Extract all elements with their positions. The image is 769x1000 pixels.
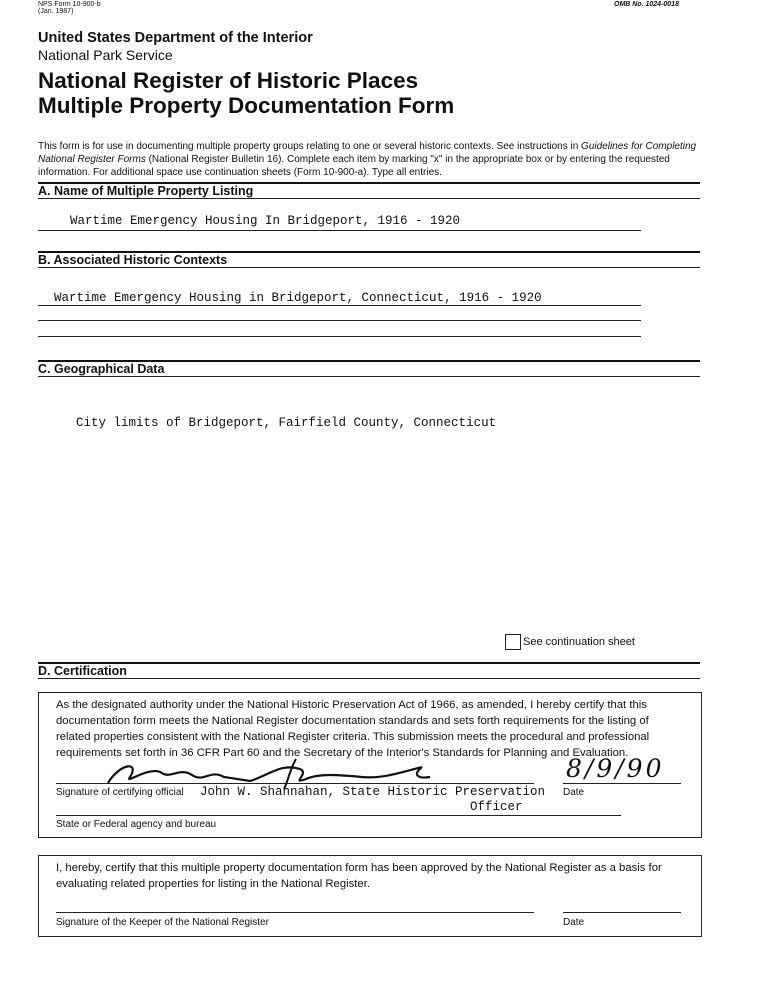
section-d-heading: D. Certification <box>38 664 127 678</box>
section-b-line-1 <box>38 305 641 306</box>
continuation-label: See continuation sheet <box>523 636 635 648</box>
signature-label: Signature of certifying official <box>56 787 184 798</box>
section-d-top-rule <box>38 662 700 664</box>
page-title <box>38 68 454 118</box>
section-b-line-2 <box>38 320 641 321</box>
keeper-date-label: Date <box>563 917 585 928</box>
date-label: Date <box>563 787 585 798</box>
multiple-property-name[interactable]: Wartime Emergency Housing In Bridgeport, 1916 - 1920 <box>70 214 461 228</box>
section-b-bottom-rule <box>38 267 700 268</box>
service: National Park Service <box>38 47 173 63</box>
section-c-heading: C. Geographical Data <box>38 362 165 376</box>
section-a-heading: A. Name of Multiple Property Listing <box>38 184 254 198</box>
keeper-signature-label: Signature of the Keeper of the National Register <box>56 917 269 928</box>
form-date: (Jan. 1987) <box>38 8 74 15</box>
form-number: NPS Form 10-900-b <box>38 1 101 8</box>
section-b-line-3 <box>38 336 641 337</box>
certification-date-value[interactable]: 8/9/90 <box>566 754 665 783</box>
agency-line <box>56 815 621 816</box>
keeper-statement: I, hereby, certify that this multiple property documentation form has been approved by the National Register as a basis for evaluating related properties for listing in the National Register. <box>56 862 662 890</box>
section-a-answer-line <box>38 230 641 231</box>
department: United States Department of the Interior <box>38 30 313 46</box>
instructions: This form is for use in documenting multiple property groups relating to one or several historic contexts. See instructions in Guidelines for Completing National Register Forms (National Register Bulletin 16). Complete each item by marking "x" in the appropriate box or by entering the requested information. For additional space use continuation sheets (Form 10-900-a). Type all entries. <box>38 141 697 178</box>
official-name-line-1[interactable]: John W. Shannahan, State Historic Preservation <box>200 785 546 799</box>
continuation-checkbox[interactable] <box>505 634 521 650</box>
section-c-bottom-rule <box>38 376 700 377</box>
geographical-data[interactable]: City limits of Bridgeport, Fairfield County, Connecticut <box>76 416 497 430</box>
official-name-line-2[interactable]: Officer <box>470 800 523 814</box>
section-b-heading: B. Associated Historic Contexts <box>38 253 228 267</box>
title-line-1: National Register of Historic Places <box>38 68 419 93</box>
keeper-signature-line <box>56 912 534 913</box>
signature-line <box>56 783 534 784</box>
historic-context[interactable]: Wartime Emergency Housing in Bridgeport, Connecticut, 1916 - 1920 <box>54 291 542 305</box>
date-line <box>563 783 681 784</box>
agency-label: State or Federal agency and bureau <box>56 819 217 830</box>
omb-number: OMB No. 1024-0018 <box>614 1 679 8</box>
section-a-bottom-rule <box>38 198 700 199</box>
certification-statement: As the designated authority under the National Historic Preservation Act of 1966, as amended, I hereby certify that this documentation form meets the National Register documentation standards and sets forth requirements for the listing of related properties consistent with the National Register criteria. This submission meets the procedural and professional requirements set forth in 36 CFR Part 60 and the Secretary of the Interior's Standards for Planning and Evaluation. <box>56 699 650 759</box>
keeper-date-line <box>563 912 681 913</box>
section-d-bottom-rule <box>38 678 700 679</box>
title-line-2: Multiple Property Documentation Form <box>38 93 455 118</box>
